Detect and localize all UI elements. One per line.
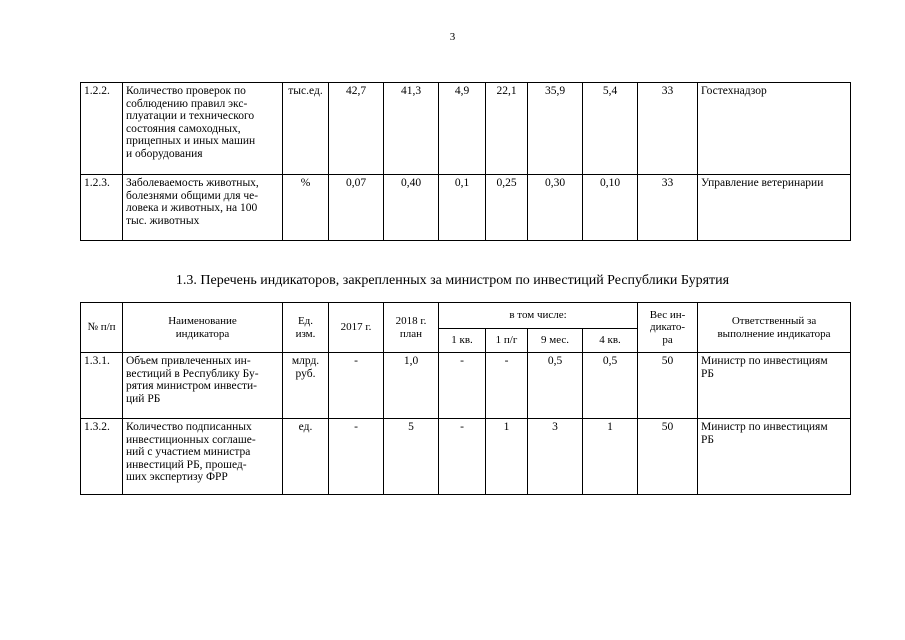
responsible-cell: Управление ветеринарии <box>698 175 851 241</box>
value-2017: 0,07 <box>329 175 384 241</box>
value-h1: 22,1 <box>486 83 528 175</box>
row-number: 1.2.3. <box>81 175 123 241</box>
value-q4: 0,5 <box>583 353 638 419</box>
indicator-name: Количество подписанных инвестиционных соглаше- ний с участием министра инвестиций РБ, прошед- ших экспертизу ФРР <box>123 419 283 495</box>
section-title: 1.3. Перечень индикаторов, закрепленных за министром по инвестиций Республики Бурятия <box>175 273 730 288</box>
row-number: 1.3.1. <box>81 353 123 419</box>
header-responsible: Ответственный за выполнение индикатора <box>698 303 851 353</box>
indicator-name: Заболеваемость животных, болезнями общими для че- ловека и животных, на 100 тыс. животных <box>123 175 283 241</box>
value-9m: 0,30 <box>528 175 583 241</box>
value-q1: 0,1 <box>439 175 486 241</box>
header-q4: 4 кв. <box>583 329 638 353</box>
header-name: Наименование индикатора <box>123 303 283 353</box>
table-row <box>81 419 851 495</box>
header-q1: 1 кв. <box>439 329 486 353</box>
table-row <box>81 353 851 419</box>
row-number: 1.2.2. <box>81 83 123 175</box>
value-q1: - <box>439 353 486 419</box>
header-9m: 9 мес. <box>528 329 583 353</box>
header-h1: 1 п/г <box>486 329 528 353</box>
responsible-cell: Министр по инвестициям РБ <box>698 419 851 495</box>
table-row <box>81 83 851 175</box>
value-2017: 42,7 <box>329 83 384 175</box>
table-header-row <box>81 303 851 329</box>
unit-cell: млрд. руб. <box>283 353 329 419</box>
header-unit: Ед. изм. <box>283 303 329 353</box>
weight-cell: 50 <box>638 419 698 495</box>
header-num: № п/п <box>81 303 123 353</box>
value-9m: 3 <box>528 419 583 495</box>
value-q4: 0,10 <box>583 175 638 241</box>
value-2017: - <box>329 353 384 419</box>
header-weight: Вес ин- дикато- ра <box>638 303 698 353</box>
header-2017: 2017 г. <box>329 303 384 353</box>
value-2018: 41,3 <box>384 83 439 175</box>
indicator-name: Количество проверок по соблюдению правил экс- плуатации и технического состояния самоходных, прицепных и иных машин и оборудования <box>123 83 283 175</box>
value-h1: 0,25 <box>486 175 528 241</box>
value-2017: - <box>329 419 384 495</box>
value-2018: 1,0 <box>384 353 439 419</box>
value-9m: 0,5 <box>528 353 583 419</box>
value-h1: - <box>486 353 528 419</box>
value-q1: 4,9 <box>439 83 486 175</box>
value-q4: 1 <box>583 419 638 495</box>
indicator-name: Объем привлеченных ин- вестиций в Республику Бу- рятия министром инвести- ций РБ <box>123 353 283 419</box>
responsible-cell: Гостехнадзор <box>698 83 851 175</box>
unit-cell: % <box>283 175 329 241</box>
unit-cell: ед. <box>283 419 329 495</box>
table-row <box>81 175 851 241</box>
value-9m: 35,9 <box>528 83 583 175</box>
value-2018: 5 <box>384 419 439 495</box>
header-2018-plan: 2018 г. план <box>384 303 439 353</box>
value-q1: - <box>439 419 486 495</box>
page-number: 3 <box>449 31 456 43</box>
top-indicator-table <box>80 82 851 241</box>
value-2018: 0,40 <box>384 175 439 241</box>
weight-cell: 50 <box>638 353 698 419</box>
header-including: в том числе: <box>439 303 638 329</box>
weight-cell: 33 <box>638 83 698 175</box>
weight-cell: 33 <box>638 175 698 241</box>
unit-cell: тыс.ед. <box>283 83 329 175</box>
responsible-cell: Министр по инвестициям РБ <box>698 353 851 419</box>
row-number: 1.3.2. <box>81 419 123 495</box>
value-h1: 1 <box>486 419 528 495</box>
investment-indicator-table <box>80 302 851 495</box>
value-q4: 5,4 <box>583 83 638 175</box>
